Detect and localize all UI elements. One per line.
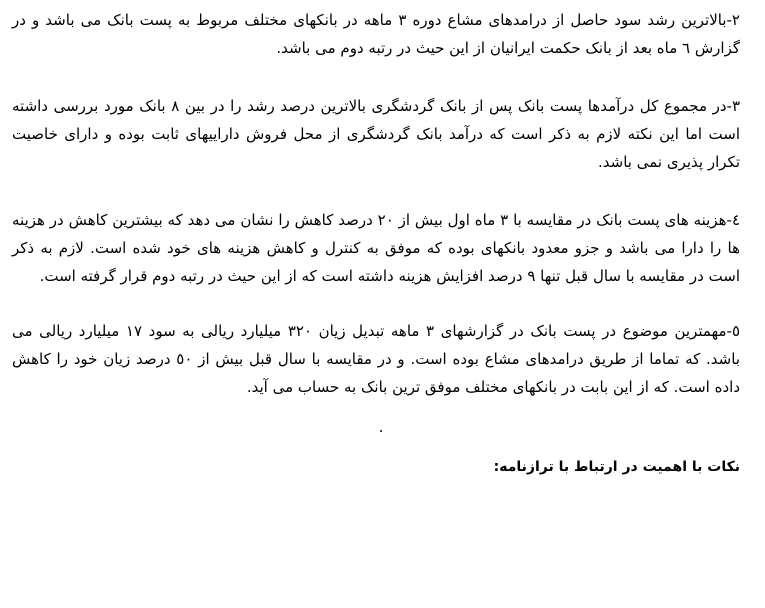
paragraph-item-4: ٤-هزینه های پست بانک در مقایسه با ۳ ماه اول بیش از ۲۰ درصد کاهش را نشان می دهد که بیشترین کاهش در هزینه ها را دارا می باشد و جزو معدود بانکهای بوده که موفق به کنترل و کاهش هزینه های خود شده است. لازم به ذکر است در مقایسه با سال قبل تنها ۹ درصد افزایش هزینه داشته است که از این حیث در رتبه دوم قرار گرفته است. bbox=[12, 211, 740, 285]
paragraph-item-5: ٥-مهمترین موضوع در پست بانک در گزارشهای ۳ ماهه تبدیل زیان ۳۲۰ میلیارد ریالی به سود ۱۷ میلیارد ریالی می باشد. که تماما از طریق درامدهای مشاع بوده است. و در مقایسه با سال قبل بیش از ٥۰ درصد زیان خود را کاهش داده است. که از این بابت در بانکهای مختلف موفق ترین بانک به حساب می آید. bbox=[12, 322, 741, 396]
separator-dot: . bbox=[378, 418, 384, 436]
paragraph-item-2: ۲-بالاترین رشد سود حاصل از درامدهای مشاع دوره ۳ ماهه در بانکهای مختلف مربوط به پست بانک می باشد و در گزارش ٦ ماه بعد از بانک حکمت ایرانیان از این حیث در رتبه دوم می باشد. bbox=[12, 11, 740, 57]
paragraph-item-3: ۳-در مجموع کل درآمدها پست بانک پس از بانک گردشگری بالاترین درصد رشد را در بین ۸ بانک مورد بررسی داشته است اما این نکته لازم به ذکر است که درآمد بانک گردشگری از محل فروش داراییهای ثابت بوده و دارای خاصیت تکرار پذیری نمی باشد. bbox=[12, 97, 740, 171]
section-heading-balance-sheet: نکات با اهمیت در ارتباط با ترازنامه: bbox=[493, 459, 740, 475]
document-body bbox=[12, 6, 740, 479]
